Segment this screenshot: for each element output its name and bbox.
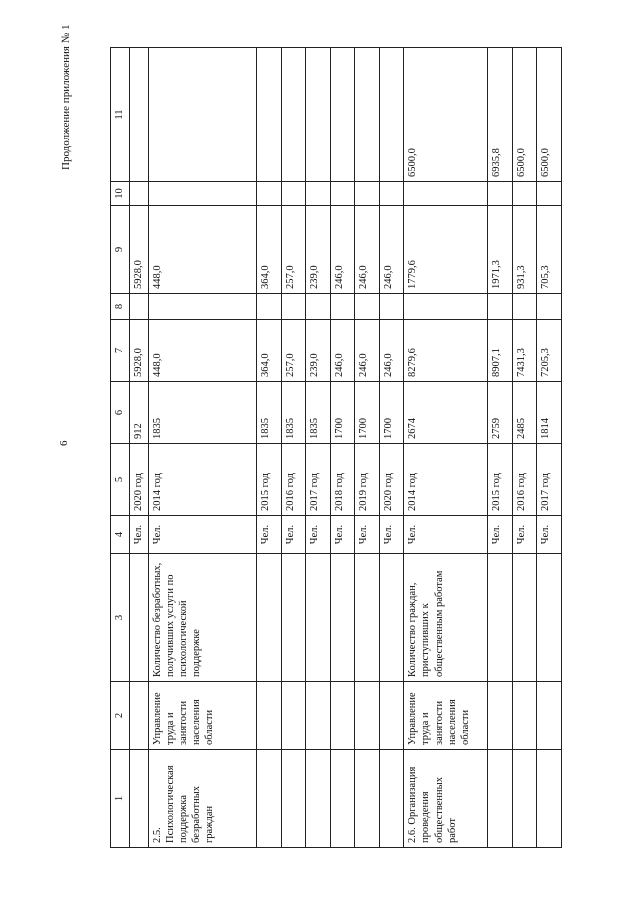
table-cell: 6935,8 xyxy=(488,48,513,182)
table-cell: 246,0 xyxy=(379,206,404,294)
table-cell xyxy=(404,182,488,206)
column-header-10: 10 xyxy=(111,182,130,206)
table-cell xyxy=(379,182,404,206)
rotated-table-wrapper xyxy=(110,48,562,848)
table-cell: 2674 xyxy=(404,382,488,444)
column-header-6: 6 xyxy=(111,382,130,444)
table-cell xyxy=(355,554,380,682)
table-cell: 246,0 xyxy=(330,206,355,294)
table-cell xyxy=(281,682,306,750)
table-row xyxy=(130,48,149,848)
table-cell xyxy=(379,48,404,182)
table-row xyxy=(537,48,562,848)
table-cell: 2759 xyxy=(488,382,513,444)
table-cell xyxy=(257,750,282,848)
table-cell xyxy=(306,750,331,848)
table-cell: 8279,6 xyxy=(404,320,488,382)
column-header-2: 2 xyxy=(111,682,130,750)
table-cell xyxy=(306,182,331,206)
table-cell: 2485 xyxy=(512,382,537,444)
table-cell xyxy=(488,182,513,206)
table-cell xyxy=(148,294,256,320)
table-cell: 2020 год xyxy=(130,444,149,516)
header-row xyxy=(111,48,130,848)
table-cell: 1835 xyxy=(257,382,282,444)
table-cell: 1814 xyxy=(537,382,562,444)
table-cell: Чел. xyxy=(537,516,562,554)
table-cell xyxy=(537,554,562,682)
table-cell xyxy=(330,48,355,182)
table-cell: 5928,0 xyxy=(130,206,149,294)
table-cell: 2016 год xyxy=(281,444,306,516)
table-cell: 931,3 xyxy=(512,206,537,294)
table-cell xyxy=(512,750,537,848)
table-cell: 2016 год xyxy=(512,444,537,516)
table-cell xyxy=(537,294,562,320)
table-cell xyxy=(130,750,149,848)
table-cell: 239,0 xyxy=(306,206,331,294)
column-header-4: 4 xyxy=(111,516,130,554)
table-cell: Чел. xyxy=(130,516,149,554)
table-cell xyxy=(281,750,306,848)
table-cell: Чел. xyxy=(257,516,282,554)
table-cell xyxy=(257,682,282,750)
table-cell: 1835 xyxy=(148,382,256,444)
table-cell: Чел. xyxy=(306,516,331,554)
table-cell: 1700 xyxy=(330,382,355,444)
table-cell: 7205,3 xyxy=(537,320,562,382)
table-cell: 705,3 xyxy=(537,206,562,294)
table-cell xyxy=(148,182,256,206)
table-cell xyxy=(281,182,306,206)
table-cell: Чел. xyxy=(379,516,404,554)
table-cell: 2.5. Психологическая поддержка безработных граждан xyxy=(148,750,256,848)
table-cell xyxy=(355,682,380,750)
table-cell xyxy=(379,750,404,848)
table-cell: 246,0 xyxy=(379,320,404,382)
table-cell xyxy=(306,294,331,320)
table-cell xyxy=(512,682,537,750)
table-cell xyxy=(488,554,513,682)
column-header-11: 11 xyxy=(111,48,130,182)
table-cell: 1700 xyxy=(379,382,404,444)
table-cell: 2014 год xyxy=(148,444,256,516)
table-cell xyxy=(130,554,149,682)
table-cell xyxy=(281,48,306,182)
column-header-1: 1 xyxy=(111,750,130,848)
table-cell xyxy=(281,294,306,320)
table-cell xyxy=(404,294,488,320)
table-cell xyxy=(257,48,282,182)
table-cell xyxy=(130,48,149,182)
table-cell: Чел. xyxy=(330,516,355,554)
table-cell xyxy=(355,750,380,848)
table-cell xyxy=(306,554,331,682)
table-cell: 1779,6 xyxy=(404,206,488,294)
table-cell xyxy=(488,294,513,320)
table-cell xyxy=(488,682,513,750)
table-cell xyxy=(537,682,562,750)
table-cell: 5928,0 xyxy=(130,320,149,382)
table-cell: 2014 год xyxy=(404,444,488,516)
table-cell: 7431,3 xyxy=(512,320,537,382)
table-cell: 1971,3 xyxy=(488,206,513,294)
table-cell: 1700 xyxy=(355,382,380,444)
table-cell: Количество граждан, приступивших к общественным работам xyxy=(404,554,488,682)
table-cell xyxy=(148,48,256,182)
table-cell: 2019 год xyxy=(355,444,380,516)
table-cell: Чел. xyxy=(512,516,537,554)
table-cell: 6500,0 xyxy=(404,48,488,182)
table-cell xyxy=(306,48,331,182)
table-cell: 246,0 xyxy=(355,320,380,382)
continuation-note: Продолжение приложения № 1 xyxy=(60,24,72,170)
table-cell: 2015 год xyxy=(257,444,282,516)
table-cell: 6500,0 xyxy=(512,48,537,182)
program-table xyxy=(110,47,562,848)
table-cell: 2017 год xyxy=(537,444,562,516)
table-cell xyxy=(355,294,380,320)
column-header-8: 8 xyxy=(111,294,130,320)
column-header-9: 9 xyxy=(111,206,130,294)
table-cell: Чел. xyxy=(404,516,488,554)
table-cell xyxy=(330,182,355,206)
table-cell xyxy=(330,750,355,848)
table-row xyxy=(379,48,404,848)
table-cell: 239,0 xyxy=(306,320,331,382)
column-header-5: 5 xyxy=(111,444,130,516)
table-cell xyxy=(257,182,282,206)
table-row xyxy=(281,48,306,848)
table-cell: 257,0 xyxy=(281,206,306,294)
table-cell: 246,0 xyxy=(355,206,380,294)
table-cell: Количество безработных, получивших услуги по психологической поддержке xyxy=(148,554,256,682)
table-row xyxy=(355,48,380,848)
table-cell xyxy=(379,294,404,320)
table-row xyxy=(148,48,256,848)
table-cell: 1835 xyxy=(281,382,306,444)
table-cell xyxy=(379,554,404,682)
table-cell: Чел. xyxy=(488,516,513,554)
table-cell: 246,0 xyxy=(330,320,355,382)
table-cell: 8907,1 xyxy=(488,320,513,382)
table-cell: 364,0 xyxy=(257,206,282,294)
table-row xyxy=(257,48,282,848)
table-row xyxy=(404,48,488,848)
column-header-7: 7 xyxy=(111,320,130,382)
table-cell xyxy=(512,554,537,682)
table-cell: Управление труда и занятости населения области xyxy=(148,682,256,750)
column-header-3: 3 xyxy=(111,554,130,682)
table-row xyxy=(488,48,513,848)
table-cell: 448,0 xyxy=(148,206,256,294)
table-cell xyxy=(355,48,380,182)
table-cell: 2017 год xyxy=(306,444,331,516)
table-cell: Чел. xyxy=(281,516,306,554)
table-cell xyxy=(379,682,404,750)
table-row xyxy=(306,48,331,848)
page-number: 6 xyxy=(58,440,70,446)
table-cell xyxy=(306,682,331,750)
table-cell: 912 xyxy=(130,382,149,444)
table-cell xyxy=(330,554,355,682)
table-cell xyxy=(130,294,149,320)
table-cell: 2020 год xyxy=(379,444,404,516)
table-cell xyxy=(330,682,355,750)
table-cell: 2015 год xyxy=(488,444,513,516)
table-cell: 364,0 xyxy=(257,320,282,382)
table-cell xyxy=(130,682,149,750)
table-cell: 2.6. Организация проведения общественных работ xyxy=(404,750,488,848)
table-cell xyxy=(257,294,282,320)
table-cell: Управление труда и занятости населения области xyxy=(404,682,488,750)
table-cell xyxy=(512,294,537,320)
table-cell: Чел. xyxy=(148,516,256,554)
table-cell xyxy=(130,182,149,206)
table-cell xyxy=(512,182,537,206)
table-cell: 1835 xyxy=(306,382,331,444)
table-cell xyxy=(537,750,562,848)
table-cell xyxy=(281,554,306,682)
table-cell: 6500,0 xyxy=(537,48,562,182)
table-cell xyxy=(488,750,513,848)
table-row xyxy=(512,48,537,848)
table-cell xyxy=(257,554,282,682)
table-cell: Чел. xyxy=(355,516,380,554)
table-cell xyxy=(537,182,562,206)
table-cell xyxy=(330,294,355,320)
table-cell: 448,0 xyxy=(148,320,256,382)
table-cell xyxy=(355,182,380,206)
table-cell: 257,0 xyxy=(281,320,306,382)
table-row xyxy=(330,48,355,848)
table-cell: 2018 год xyxy=(330,444,355,516)
